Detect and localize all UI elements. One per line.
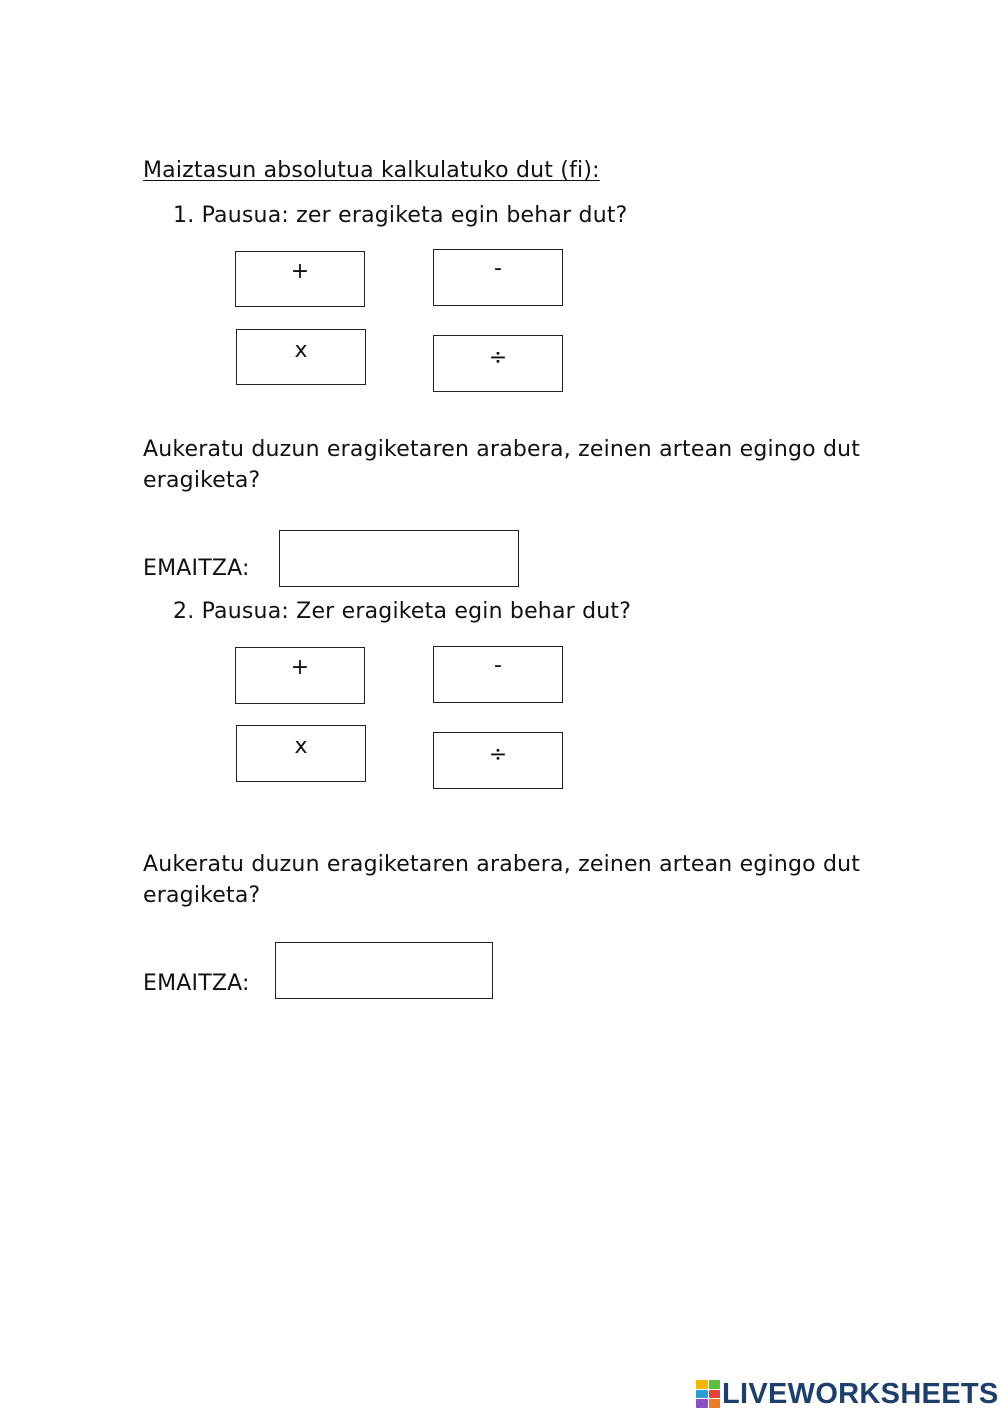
plus-icon: + — [290, 259, 310, 284]
liveworksheets-logo-icon — [696, 1380, 720, 1408]
step-2-divide-option[interactable] — [433, 732, 563, 789]
step-1-heading: 1. Pausua: zer eragiketa egin behar dut? — [173, 203, 628, 228]
logo-tile — [709, 1380, 721, 1389]
logo-tile — [709, 1390, 721, 1399]
times-icon: x — [294, 338, 308, 363]
logo-tile — [709, 1399, 721, 1408]
step-1-divide-option[interactable] — [433, 335, 563, 392]
step-2-result-input[interactable] — [275, 942, 493, 999]
step-2-question: Aukeratu duzun eragiketaren arabera, zeinen artean egingo dut eragiketa? — [143, 852, 861, 908]
step-1-result-input[interactable] — [279, 530, 519, 587]
minus-icon: - — [494, 256, 502, 281]
brand-name: LIVEWORKSHEETS — [722, 1377, 999, 1410]
step-1-result-label: EMAITZA: — [143, 556, 250, 581]
divide-icon: ÷ — [488, 345, 508, 370]
plus-icon: + — [290, 655, 310, 680]
liveworksheets-logo — [696, 1377, 999, 1411]
logo-tile — [696, 1399, 708, 1408]
step-1-question: Aukeratu duzun eragiketaren arabera, zeinen artean egingo dut eragiketa? — [143, 437, 861, 493]
step-1-minus-option[interactable] — [433, 249, 563, 306]
step-1-times-option[interactable] — [236, 329, 366, 385]
step-2-heading: 2. Pausua: Zer eragiketa egin behar dut? — [173, 599, 632, 624]
step-2-result-label: EMAITZA: — [143, 971, 250, 996]
times-icon: x — [294, 734, 308, 759]
step-2-times-option[interactable] — [236, 725, 366, 782]
step-2-plus-option[interactable] — [235, 647, 365, 704]
step-1-plus-option[interactable] — [235, 251, 365, 307]
minus-icon: - — [494, 653, 502, 678]
step-2-minus-option[interactable] — [433, 646, 563, 703]
divide-icon: ÷ — [488, 742, 508, 767]
page-title: Maiztasun absolutua kalkulatuko dut (fi): — [143, 158, 600, 183]
logo-tile — [696, 1390, 708, 1399]
logo-tile — [696, 1380, 708, 1389]
